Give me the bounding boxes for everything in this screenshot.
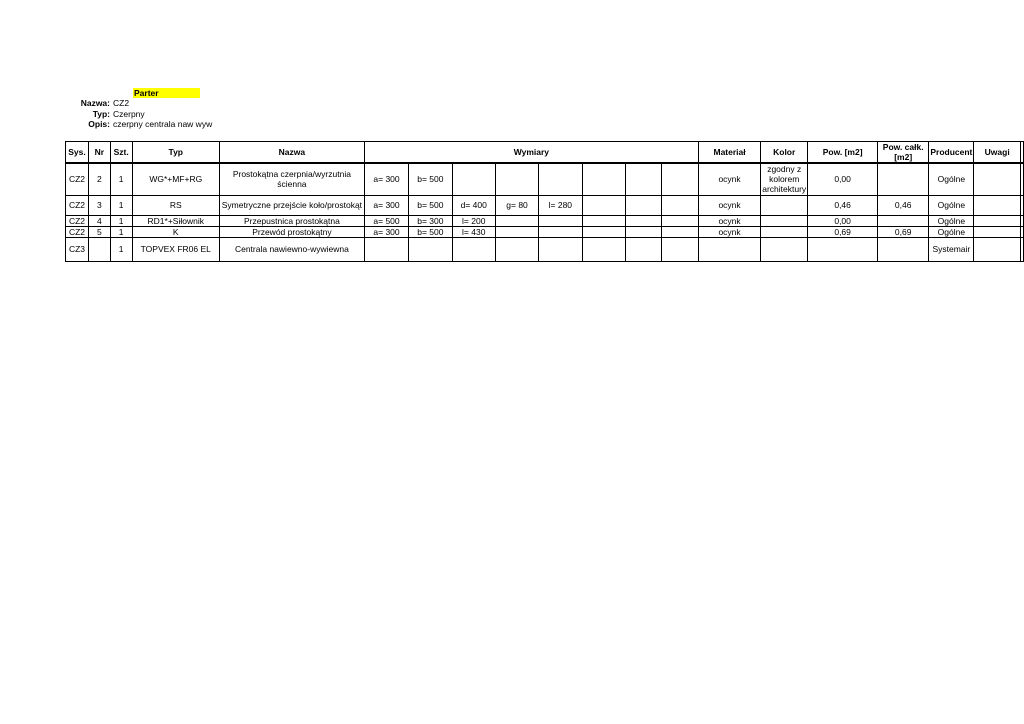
- cell-szt: 1: [110, 215, 132, 226]
- header-extra: [1021, 142, 1024, 164]
- cell-sys: CZ2: [66, 215, 89, 226]
- cell-material: ocynk: [698, 226, 760, 237]
- cell-szt: 1: [110, 163, 132, 195]
- cell-sys: CZ2: [66, 163, 89, 195]
- cell-typ: K: [132, 226, 219, 237]
- cell-dimension: [625, 226, 661, 237]
- cell-dimension: [495, 215, 538, 226]
- cell-dimension: a= 300: [364, 226, 408, 237]
- cell-dimension: l= 280: [539, 195, 582, 215]
- cell-sys: CZ3: [66, 237, 89, 261]
- cell-dimension: [539, 237, 582, 261]
- document-header: [60, 87, 212, 130]
- cell-nazwa: Przewód prostokątny: [219, 226, 364, 237]
- cell-dimension: b= 500: [409, 226, 452, 237]
- cell-dimension-spare: [661, 195, 698, 215]
- cell-sys: CZ2: [66, 226, 89, 237]
- cell-dimension-spare: [661, 215, 698, 226]
- cell-kolor: [761, 215, 808, 226]
- cell-uwagi: [974, 195, 1021, 215]
- table-header-row: [66, 142, 1024, 164]
- cell-typ: RD1*+Siłownik: [132, 215, 219, 226]
- table-row: [66, 237, 1024, 261]
- cell-nr: [88, 237, 110, 261]
- cell-pow-calk: [878, 215, 929, 226]
- cell-kolor: [761, 226, 808, 237]
- cell-pow: 0,00: [808, 163, 878, 195]
- cell-nr: 2: [88, 163, 110, 195]
- cell-material: ocynk: [698, 215, 760, 226]
- header-szt: Szt.: [110, 142, 132, 164]
- cell-extra: [1021, 226, 1024, 237]
- cell-dimension: a= 500: [364, 215, 408, 226]
- cell-pow: 0,46: [808, 195, 878, 215]
- cell-pow-calk: 0,69: [878, 226, 929, 237]
- header-typ: Typ: [132, 142, 219, 164]
- header-nr: Nr: [88, 142, 110, 164]
- header-kolor: Kolor: [761, 142, 808, 164]
- cell-extra: [1021, 237, 1024, 261]
- cell-uwagi: [974, 226, 1021, 237]
- cell-dimension: [495, 226, 538, 237]
- cell-typ: TOPVEX FR06 EL: [132, 237, 219, 261]
- cell-pow-calk: 0,46: [878, 195, 929, 215]
- cell-dimension: a= 300: [364, 163, 408, 195]
- cell-pow: 0,00: [808, 215, 878, 226]
- cell-dimension: [364, 237, 408, 261]
- cell-extra: [1021, 163, 1024, 195]
- type-value: Czerpny: [113, 108, 145, 119]
- cell-dimension: b= 300: [409, 215, 452, 226]
- cell-dimension-spare: [661, 163, 698, 195]
- table-row: [66, 163, 1024, 195]
- cell-kolor: [761, 195, 808, 215]
- cell-dimension: [452, 237, 495, 261]
- cell-dimension: [409, 237, 452, 261]
- cell-dimension: b= 500: [409, 195, 452, 215]
- cell-dimension: [625, 237, 661, 261]
- header-pow-calk: Pow. całk. [m2]: [878, 142, 929, 164]
- cell-dimension: b= 500: [409, 163, 452, 195]
- cell-typ: WG*+MF+RG: [132, 163, 219, 195]
- cell-material: ocynk: [698, 163, 760, 195]
- cell-dimension: [582, 163, 625, 195]
- cell-pow: [808, 237, 878, 261]
- name-value: CZ2: [113, 98, 130, 108]
- cell-dimension: [582, 195, 625, 215]
- name-label: Nazwa:: [80, 98, 110, 108]
- type-label: Typ:: [92, 108, 110, 119]
- table-row: [66, 195, 1024, 215]
- cell-producent: Ogólne: [929, 215, 974, 226]
- header-uwagi: Uwagi: [974, 142, 1021, 164]
- specification-table: [65, 141, 1024, 262]
- header-material: Materiał: [698, 142, 760, 164]
- cell-dimension: [539, 215, 582, 226]
- cell-dimension: [539, 163, 582, 195]
- cell-kolor: zgodny z kolorem architektury: [762, 164, 807, 195]
- cell-dimension: l= 430: [452, 226, 495, 237]
- cell-uwagi: [974, 215, 1021, 226]
- cell-material: ocynk: [698, 195, 760, 215]
- cell-pow-calk: [878, 237, 929, 261]
- cell-nazwa: Symetryczne przejście koło/prostokąt: [219, 195, 364, 215]
- cell-dimension: [625, 163, 661, 195]
- cell-producent: Ogólne: [929, 226, 974, 237]
- cell-dimension: [582, 226, 625, 237]
- cell-dimension: g= 80: [495, 195, 538, 215]
- cell-nr: 5: [88, 226, 110, 237]
- cell-extra: [1021, 195, 1024, 215]
- header-sys: Sys.: [66, 142, 89, 164]
- header-wymiary: Wymiary: [364, 142, 698, 164]
- cell-nr: 4: [88, 215, 110, 226]
- header-producent: Producent: [929, 142, 974, 164]
- cell-dimension: [495, 163, 538, 195]
- cell-dimension: [625, 215, 661, 226]
- cell-dimension-spare: [661, 237, 698, 261]
- cell-nazwa: Prostokątna czerpnia/wyrzutnia ścienna: [219, 163, 364, 195]
- cell-dimension: [582, 215, 625, 226]
- cell-producent: Ogólne: [929, 163, 974, 195]
- cell-producent: Systemair: [929, 237, 974, 261]
- cell-dimension: [452, 163, 495, 195]
- cell-dimension: a= 300: [364, 195, 408, 215]
- cell-typ: RS: [132, 195, 219, 215]
- cell-pow: 0,69: [808, 226, 878, 237]
- cell-extra: [1021, 215, 1024, 226]
- cell-sys: CZ2: [66, 195, 89, 215]
- description-label: Opis:: [88, 119, 110, 129]
- cell-dimension: [539, 226, 582, 237]
- cell-dimension-spare: [661, 226, 698, 237]
- cell-producent: Ogólne: [929, 195, 974, 215]
- floor-label: Parter: [133, 88, 200, 98]
- table-row: [66, 226, 1024, 237]
- cell-material: [698, 237, 760, 261]
- cell-dimension: [625, 195, 661, 215]
- cell-pow-calk: [878, 163, 929, 195]
- cell-szt: 1: [110, 237, 132, 261]
- table-row: [66, 215, 1024, 226]
- cell-kolor: [761, 237, 808, 261]
- cell-dimension: [495, 237, 538, 261]
- cell-dimension: d= 400: [452, 195, 495, 215]
- header-pow: Pow. [m2]: [808, 142, 878, 164]
- cell-nazwa: Centrala nawiewno-wywiewna: [219, 237, 364, 261]
- cell-uwagi: [974, 237, 1021, 261]
- cell-dimension: l= 200: [452, 215, 495, 226]
- description-value: czerpny centrala naw wyw: [113, 119, 213, 129]
- cell-szt: 1: [110, 226, 132, 237]
- cell-nr: 3: [88, 195, 110, 215]
- cell-nazwa: Przepustnica prostokątna: [219, 215, 364, 226]
- header-nazwa: Nazwa: [219, 142, 364, 164]
- cell-uwagi: [974, 163, 1021, 195]
- cell-dimension: [582, 237, 625, 261]
- cell-szt: 1: [110, 195, 132, 215]
